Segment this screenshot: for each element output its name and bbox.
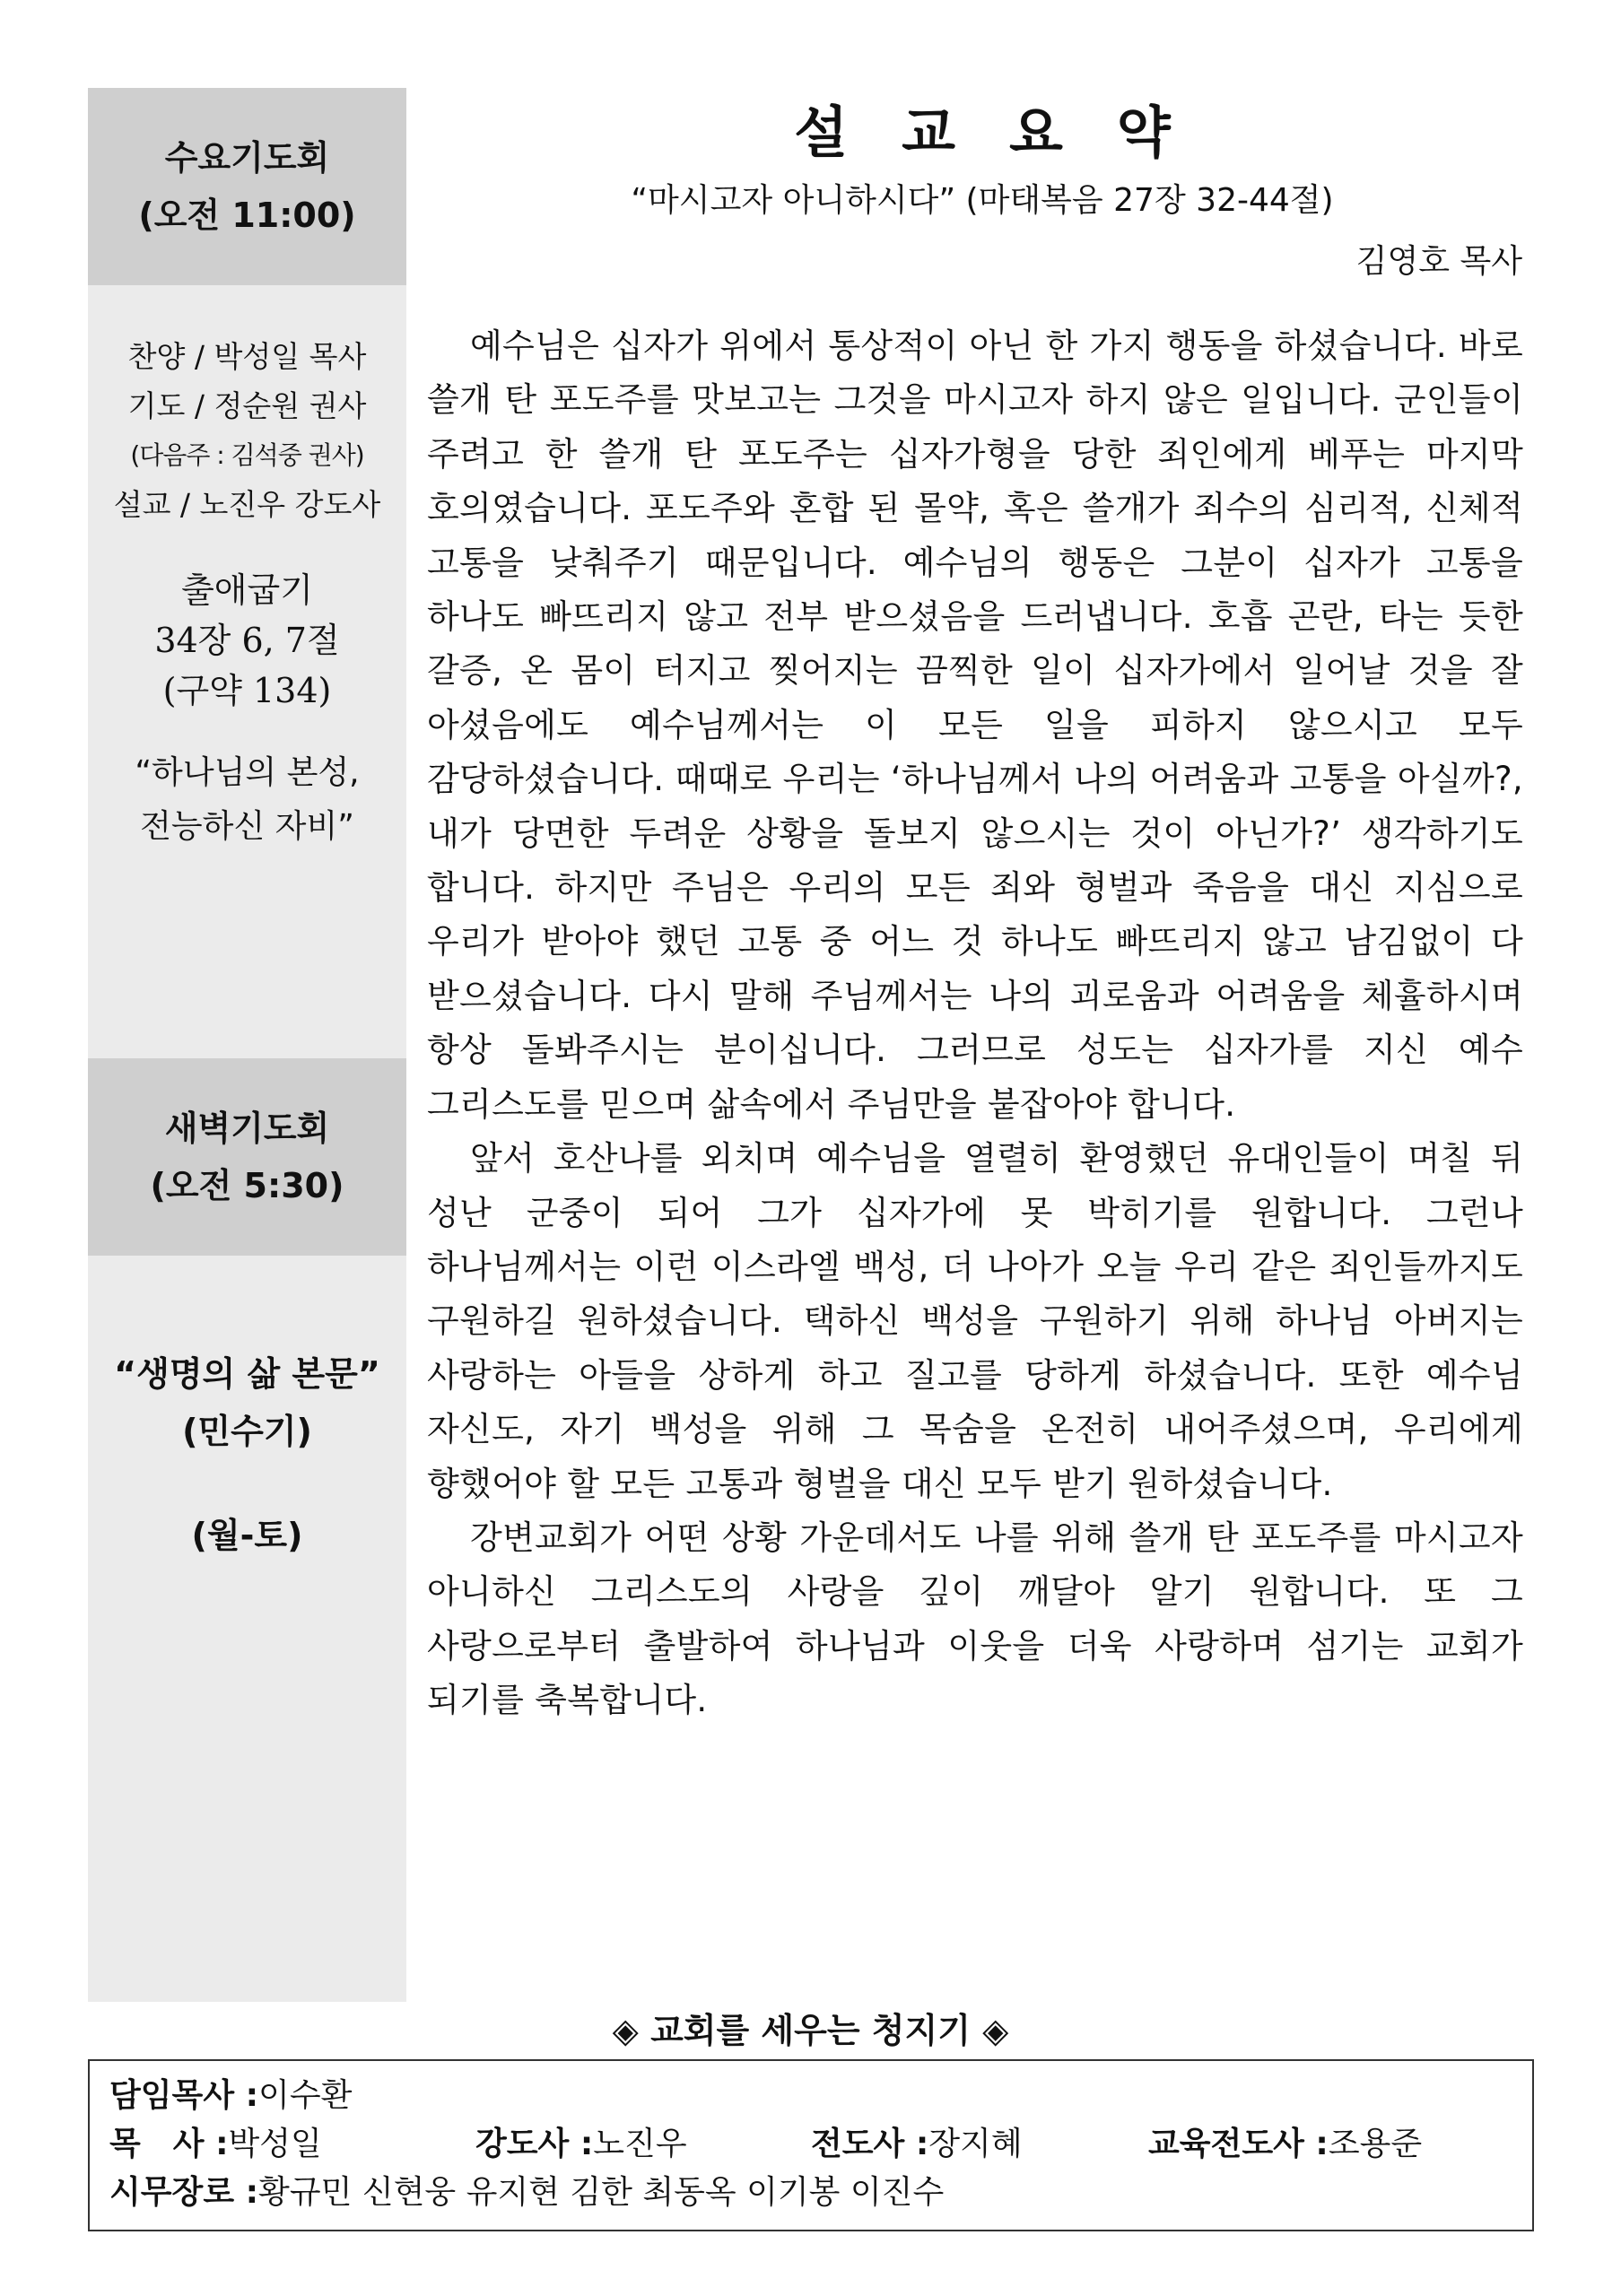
wednesday-prayer-title: 수요기도회: [164, 138, 330, 178]
praise-line: 찬양 / 박성일 목사: [127, 339, 367, 374]
sermon-body: [427, 319, 1523, 1728]
staff-row-senior: [109, 2072, 352, 2120]
education-evangelist-name: 조용준: [1328, 2126, 1423, 2162]
sidebar: [88, 88, 406, 2002]
preacher-name: 노진우: [593, 2126, 687, 2162]
wednesday-prayer-time: (오전 11:00): [138, 196, 356, 235]
speaker-name: 김영호 목사: [1355, 243, 1522, 280]
prayer-line: 기도 / 정순원 권사: [127, 388, 367, 423]
scripture-verse: 34장 6, 7절: [154, 621, 340, 660]
scripture-book: 출애굽기: [181, 570, 313, 610]
evangelist-label: 전도사 :: [811, 2126, 929, 2162]
elders-names: 황규민 신현웅 유지현 김한 최동옥 이기봉 이진수: [258, 2174, 945, 2211]
page-title: 설교요약: [794, 100, 1224, 165]
service-order: [88, 285, 406, 1058]
senior-pastor-name: 이수환: [258, 2077, 353, 2114]
senior-pastor-label: 담임목사 :: [109, 2077, 259, 2114]
pastor-label: 목 사 :: [109, 2126, 229, 2162]
sermon-theme-line2: 전능하신 자비”: [140, 808, 354, 845]
next-prayer-line: (다음주 : 김석중 권사): [130, 440, 364, 470]
staff-row-elders: [109, 2169, 944, 2217]
qt-block: [88, 1256, 406, 2002]
wednesday-prayer-header: [88, 88, 406, 285]
dawn-prayer-header: [88, 1058, 406, 1256]
sermon-paragraph-2: 앞서 호산나를 외치며 예수님을 열렬히 환영했던 유대인들이 며칠 뒤 성난 군중이 되어 그가 십자가에 못 박히기를 원합니다. 그런나 하나님께서는 이런 이스라엘 백성, 더 나아가 오늘 우리 같은 죄인들까지도 구원하길 원하셨습니다. 택하신 백성을 구원하기 위해 하나님 아버지는 사랑하는 아들을 상하게 하고 질고를 당하게 하셨습니다. 또한 예수님 자신도, 자기 백성을 위해 그 목숨을 온전히 내어주셨으며, 우리에게 향했어야 할 모든 고통과 형벌을 대신 모두 받기 원하셨습니다.: [427, 1139, 1523, 1503]
sermon-paragraph-3: 강변교회가 어떤 상황 가운데서도 나를 위해 쓸개 탄 포도주를 마시고자 아니하신 그리스도의 사랑을 깊이 깨달아 알기 원합니다. 또 그 사랑으로부터 출발하여 하나님과 이웃을 더욱 사랑하며 섬기는 교회가 되기를 축복합니다.: [427, 1518, 1523, 1720]
dawn-prayer-title: 새벽기도회: [164, 1109, 330, 1148]
sermon-subtitle: “마시고자 아니하시다” (마태복음 27장 32-44절): [631, 182, 1334, 219]
sermon-line: 설교 / 노진우 강도사: [113, 487, 381, 522]
preacher-label: 강도사 :: [475, 2126, 594, 2162]
qt-book: (민수기): [182, 1412, 312, 1451]
qt-days: (월-토): [191, 1516, 303, 1555]
dawn-prayer-time: (오전 5:30): [150, 1166, 344, 1205]
education-evangelist-label: 교육전도사 :: [1148, 2126, 1329, 2162]
staff-row-ministers: [109, 2120, 1509, 2169]
scripture-page: (구약 134): [162, 671, 332, 710]
staff-box: [88, 2059, 1534, 2231]
sermon-theme-line1: “하나님의 본성,: [135, 754, 360, 791]
elders-label: 시무장로 :: [109, 2174, 259, 2211]
evangelist-name: 장지혜: [928, 2126, 1023, 2162]
qt-title: “생명의 삶 본문”: [114, 1354, 380, 1394]
staff-section-title: ◈ 교회를 세우는 청지기 ◈: [612, 2011, 1009, 2050]
pastor-name: 박성일: [228, 2126, 322, 2162]
sermon-paragraph-1: 예수님은 십자가 위에서 통상적이 아닌 한 가지 행동을 하셨습니다. 바로 쓸개 탄 포도주를 맛보고는 그것을 마시고자 하지 않은 일입니다. 군인들이 주려고 한 쓸개 탄 포도주는 십자가형을 당한 죄인에게 베푸는 마지막 호의였습니다. 포도주와 혼합 된 몰약, 혹은 쓸개가 죄수의 심리적, 신체적 고통을 낮춰주기 때문입니다. 예수님의 행동은 그분이 십자가 고통을 하나도 빠뜨리지 않고 전부 받으셨음을 드러냅니다. 호흡 곤란, 타는 듯한 갈증, 온 몸이 터지고 찢어지는 끔찍한 일이 십자가에서 일어날 것을 잘 아셨음에도 예수님께서는 이 모든 일을 피하지 않으시고 모두 감당하셨습니다. 때때로 우리는 ‘하나님께서 나의 어려움과 고통을 아실까?, 내가 당면한 두려운 상황을 돌보지 않으시는 것이 아닌가?’ 생각하기도 합니다. 하지만 주님은 우리의 모든 죄와 형벌과 죽음을 대신 지심으로 우리가 받아야 했던 고통 중 어느 것 하나도 빠뜨리지 않고 남김없이 다 받으셨습니다. 다시 말해 주님께서는 나의 괴로움과 어려움을 체휼하시며 항상 돌봐주시는 분이십니다. 그러므로 성도는 십자가를 지신 예수 그리스도를 믿으며 삶속에서 주님만을 붙잡아야 합니다.: [427, 326, 1523, 1124]
